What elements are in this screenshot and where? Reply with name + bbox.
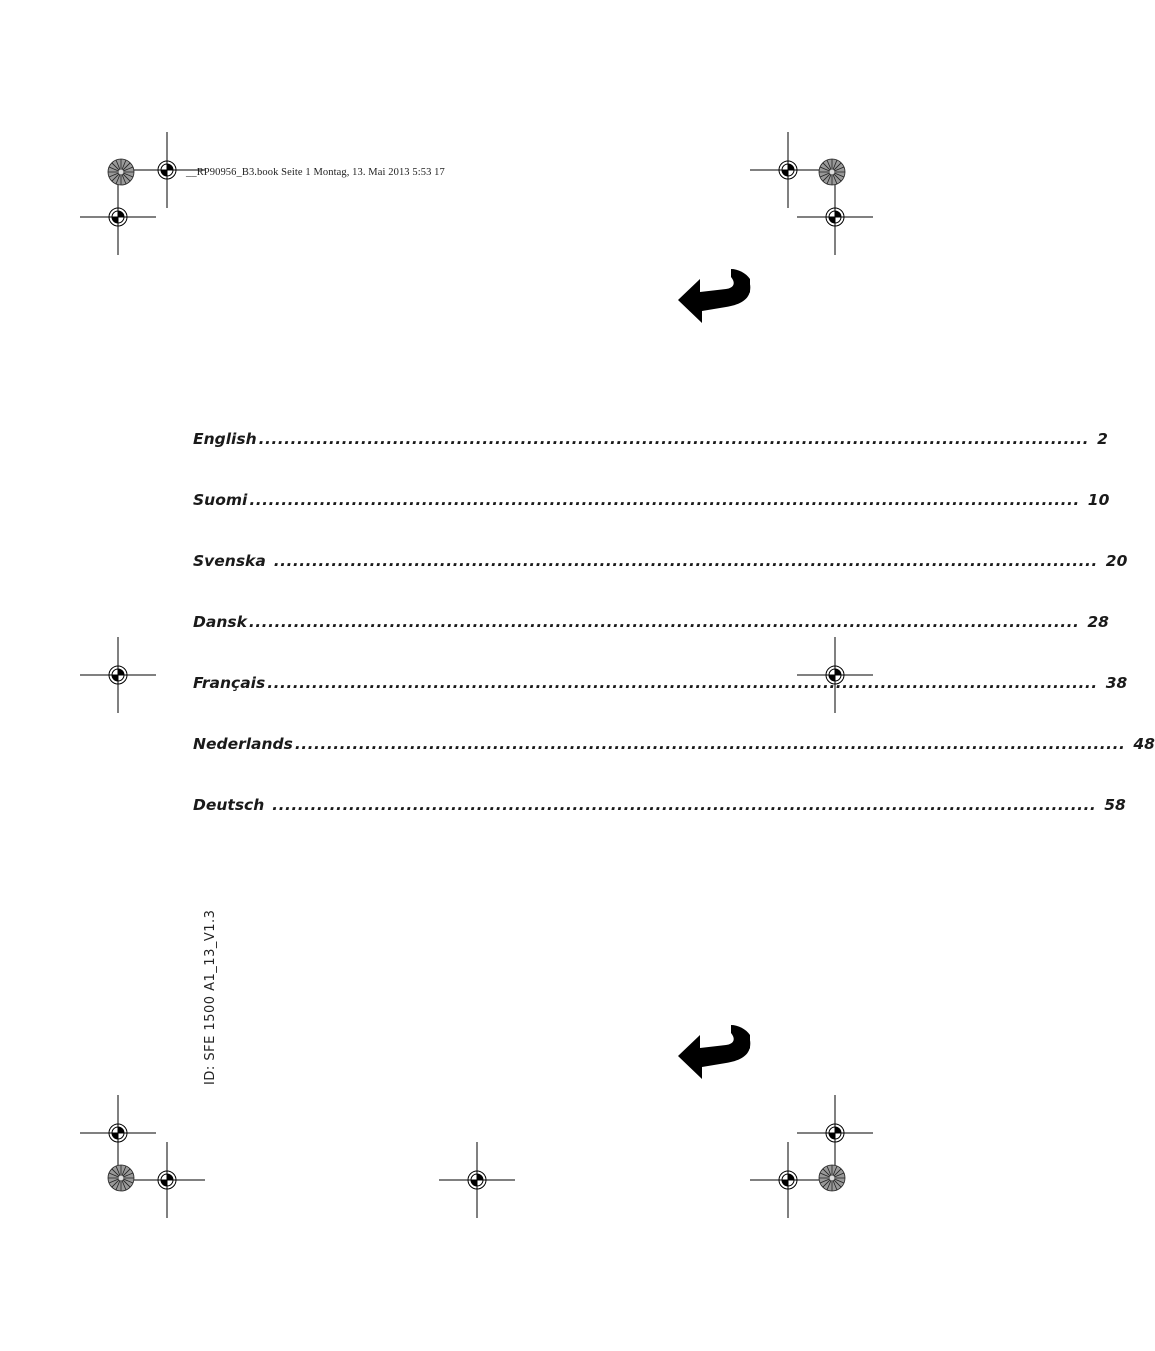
toc-leader: .................................................................................................................................. xyxy=(249,491,1080,509)
starburst-target-icon xyxy=(817,157,847,187)
starburst-target-icon xyxy=(106,1163,136,1193)
toc-leader: .................................................................................................................................. xyxy=(267,674,1098,692)
table-of-contents xyxy=(193,430,1155,830)
toc-page-number: 48 xyxy=(1133,735,1155,753)
toc-language: Deutsch xyxy=(193,796,265,814)
toc-entry-english[interactable] xyxy=(193,430,1108,452)
registration-crosshair-icon xyxy=(127,1140,207,1220)
print-header: __RP90956_B3.book Seite 1 Montag, 13. Mai 2013 5:53 17 xyxy=(186,167,445,178)
toc-page-number: 10 xyxy=(1087,491,1110,509)
registration-crosshair-icon xyxy=(748,1140,828,1220)
toc-entry-suomi[interactable] xyxy=(193,491,1110,513)
toc-entry-deutsch[interactable] xyxy=(193,796,1126,818)
toc-page-number: 58 xyxy=(1104,796,1126,814)
toc-page-number: 2 xyxy=(1097,430,1108,448)
toc-entry-dansk[interactable] xyxy=(193,613,1109,635)
toc-leader: ................................................................................................................................. xyxy=(267,552,1098,570)
toc-language: Français xyxy=(193,674,266,692)
registration-crosshair-icon xyxy=(437,1140,517,1220)
turn-page-arrow-icon xyxy=(676,267,754,325)
toc-page-number: 20 xyxy=(1105,552,1128,570)
toc-page-number: 38 xyxy=(1105,674,1128,692)
toc-leader: .................................................................................................................................. xyxy=(294,735,1126,753)
turn-page-arrow-icon xyxy=(676,1023,754,1081)
toc-language: Suomi xyxy=(193,491,248,509)
registration-crosshair-icon xyxy=(78,635,158,715)
starburst-target-icon xyxy=(817,1163,847,1193)
toc-entry-francais[interactable] xyxy=(193,674,1128,696)
registration-crosshair-icon xyxy=(78,177,158,257)
toc-leader: .................................................................................................................................. xyxy=(248,613,1080,631)
toc-language: Svenska xyxy=(193,552,266,570)
registration-crosshair-icon xyxy=(795,177,875,257)
toc-page-number: 28 xyxy=(1087,613,1109,631)
toc-leader: .................................................................................................................................. xyxy=(258,430,1090,448)
toc-entry-svenska[interactable] xyxy=(193,552,1128,574)
toc-language: Nederlands xyxy=(193,735,293,753)
toc-language: English xyxy=(193,430,257,448)
toc-leader: ................................................................................................................................. xyxy=(266,796,1097,814)
toc-entry-nederlands[interactable] xyxy=(193,735,1155,757)
starburst-target-icon xyxy=(106,157,136,187)
toc-language: Dansk xyxy=(193,613,247,631)
document-id: ID: SFE 1500 A1_13_V1.3 xyxy=(203,909,218,1085)
